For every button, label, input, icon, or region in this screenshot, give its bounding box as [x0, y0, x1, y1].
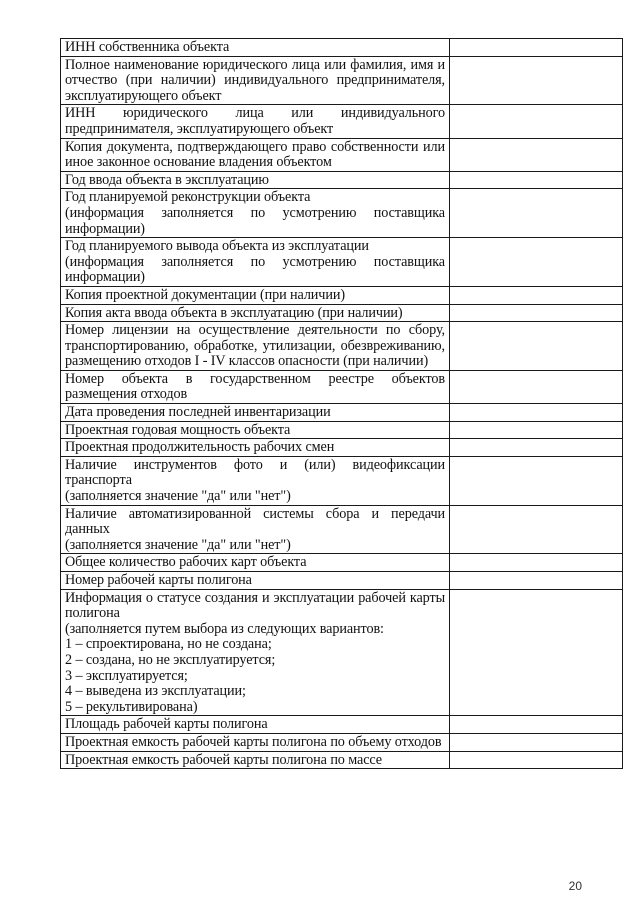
field-label-line: 5 – рекультивирована) [65, 698, 198, 715]
field-label-cell [61, 304, 450, 322]
table-row [61, 322, 623, 371]
field-label-cell [61, 39, 450, 57]
field-value-cell [450, 421, 623, 439]
field-value-cell [450, 733, 623, 751]
field-label-cell [61, 370, 450, 403]
field-label-cell [61, 56, 450, 105]
table-row [61, 404, 623, 422]
field-label-line: Дата проведения последней инвентаризации [65, 404, 331, 421]
table-row [61, 554, 623, 572]
field-value-cell [450, 439, 623, 457]
field-label-line: Наличие инструментов фото и (или) видеофиксации транспорта [65, 456, 445, 489]
field-value-cell [450, 505, 623, 554]
field-label-cell [61, 421, 450, 439]
field-label-line: Проектная продолжительность рабочих смен [65, 439, 335, 456]
field-label-cell [61, 322, 450, 371]
table-row [61, 439, 623, 457]
field-value-cell [450, 105, 623, 138]
field-label-cell [61, 554, 450, 572]
field-value-cell [450, 171, 623, 189]
field-value-cell [450, 56, 623, 105]
form-table-body [61, 39, 623, 769]
field-label-line: (заполняется значение "да" или "нет") [65, 488, 291, 505]
field-label-line: Год планируемой реконструкции объекта [65, 189, 311, 206]
field-label-line: Номер лицензии на осуществление деятельности по сбору, транспортированию, обработке, утилизации, обезвреживанию, размещению отходов I - IV классов опасности (при наличии) [65, 322, 445, 370]
field-label-line: Копия проектной документации (при наличии) [65, 286, 345, 303]
table-row [61, 56, 623, 105]
field-label-cell [61, 189, 450, 238]
field-label-cell [61, 171, 450, 189]
field-label-cell [61, 505, 450, 554]
field-value-cell [450, 286, 623, 304]
field-label-line: (информация заполняется по усмотрению поставщика информации) [65, 204, 445, 237]
table-row [61, 238, 623, 287]
field-label-cell [61, 751, 450, 769]
field-value-cell [450, 572, 623, 590]
field-label-cell [61, 733, 450, 751]
table-row [61, 456, 623, 505]
field-label-cell [61, 589, 450, 716]
field-value-cell [450, 322, 623, 371]
field-label-line: Наличие автоматизированной системы сбора и передачи данных [65, 505, 445, 538]
table-row [61, 505, 623, 554]
field-label-cell [61, 238, 450, 287]
table-row [61, 589, 623, 716]
table-row [61, 421, 623, 439]
field-value-cell [450, 238, 623, 287]
field-label-line: 3 – эксплуатируется; [65, 667, 188, 684]
field-label-cell [61, 286, 450, 304]
field-value-cell [450, 404, 623, 422]
field-label-cell [61, 105, 450, 138]
table-row [61, 572, 623, 590]
field-label-line: Проектная годовая мощность объекта [65, 421, 291, 438]
field-label-line: Год ввода объекта в эксплуатацию [65, 171, 269, 188]
field-label-cell [61, 439, 450, 457]
field-label-cell [61, 572, 450, 590]
field-value-cell [450, 370, 623, 403]
field-label-line: ИНН юридического лица или индивидуального предпринимателя, эксплуатирующего объект [65, 105, 445, 137]
field-label-line: 1 – спроектирована, но не создана; [65, 636, 272, 653]
table-row [61, 370, 623, 403]
field-label-line: Копия документа, подтверждающего право собственности или иное законное основание владения объектом [65, 138, 445, 171]
field-label-line: Номер рабочей карты полигона [65, 572, 252, 588]
table-row [61, 716, 623, 734]
field-label-line: 2 – создана, но не эксплуатируется; [65, 651, 276, 668]
field-label-line: ИНН собственника объекта [65, 39, 230, 55]
field-label-line: Проектная емкость рабочей карты полигона по массе [65, 751, 382, 768]
field-value-cell [450, 589, 623, 716]
field-label-cell [61, 456, 450, 505]
field-value-cell [450, 304, 623, 322]
table-row [61, 733, 623, 751]
field-label-line: Общее количество рабочих карт объекта [65, 554, 307, 571]
table-row [61, 304, 623, 322]
field-label-line: (заполняется путем выбора из следующих вариантов: [65, 620, 384, 637]
table-row [61, 751, 623, 769]
table-row [61, 171, 623, 189]
page-number: 20 [568, 879, 582, 893]
field-value-cell [450, 716, 623, 734]
table-row [61, 138, 623, 171]
table-row [61, 286, 623, 304]
field-value-cell [450, 138, 623, 171]
field-label-line: (информация заполняется по усмотрению поставщика информации) [65, 253, 445, 286]
form-table [60, 38, 623, 769]
field-label-line: Проектная емкость рабочей карты полигона по объему отходов [65, 733, 442, 750]
field-value-cell [450, 554, 623, 572]
table-row [61, 189, 623, 238]
field-label-line: Номер объекта в государственном реестре объектов размещения отходов [65, 370, 445, 403]
field-label-cell [61, 716, 450, 734]
field-label-line: Полное наименование юридического лица или фамилия, имя и отчество (при наличии) индивидуального предпринимателя, эксплуатирующего объект [65, 56, 445, 104]
field-value-cell [450, 456, 623, 505]
field-label-line: Год планируемого вывода объекта из эксплуатации [65, 238, 369, 255]
field-label-line: 4 – выведена из эксплуатации; [65, 683, 246, 700]
field-label-line: (заполняется значение "да" или "нет") [65, 536, 291, 553]
field-value-cell [450, 751, 623, 769]
table-row [61, 105, 623, 138]
field-value-cell [450, 39, 623, 57]
field-value-cell [450, 189, 623, 238]
field-label-cell [61, 404, 450, 422]
table-row [61, 39, 623, 57]
field-label-line: Площадь рабочей карты полигона [65, 716, 268, 733]
field-label-line: Информация о статусе создания и эксплуатации рабочей карты полигона [65, 589, 445, 622]
field-label-cell [61, 138, 450, 171]
field-label-line: Копия акта ввода объекта в эксплуатацию (при наличии) [65, 304, 403, 321]
